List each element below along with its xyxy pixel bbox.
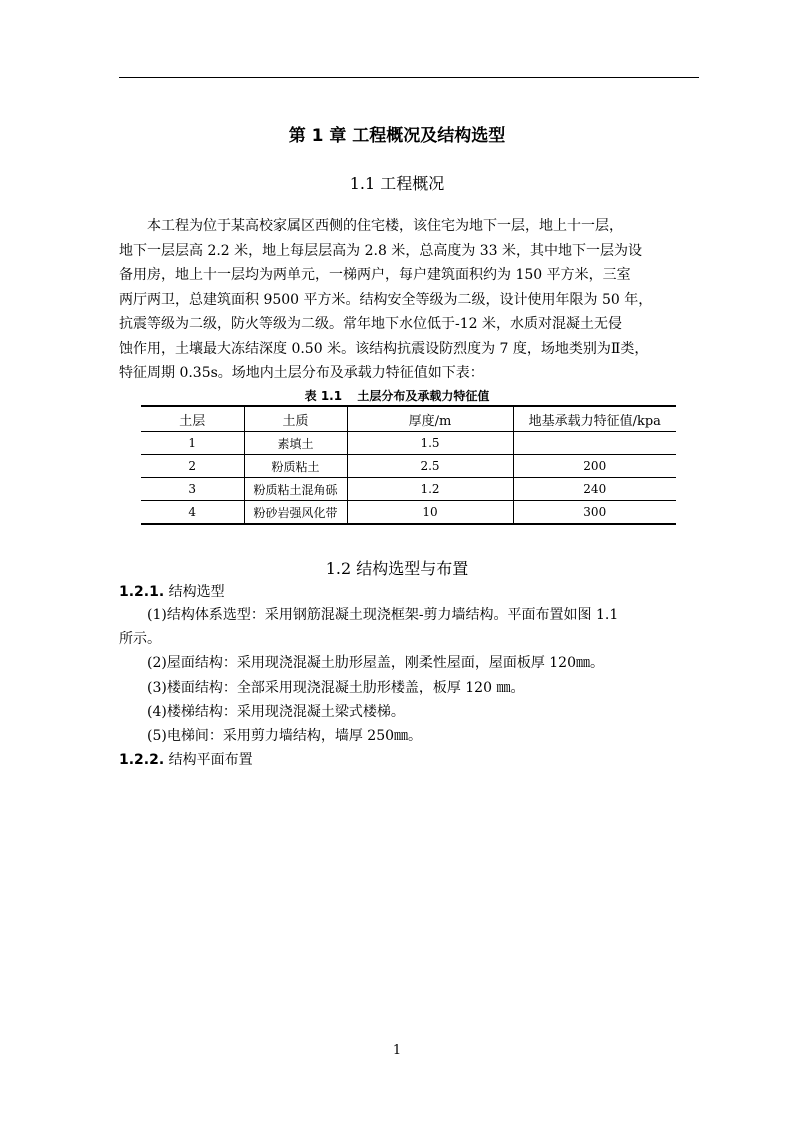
table-row bbox=[141, 501, 676, 525]
intro-line: 蚀作用，土壤最大冻结深度 0.50 米。该结构抗震设防烈度为 7 度，场地类别为Ⅱ类， bbox=[119, 340, 649, 357]
table-cell: 10 bbox=[347, 501, 513, 525]
table-cell: 1.2 bbox=[347, 478, 513, 501]
list-item: (1)结构体系选型：采用钢筋混凝土现浇框架-剪力墙结构。平面布置如图 1.1 bbox=[147, 607, 619, 623]
soil-table bbox=[141, 405, 676, 525]
table-cell: 粉质粘土混角砾 bbox=[244, 478, 347, 501]
subsection-title: 结构选型 bbox=[168, 584, 225, 600]
header-cell: 厚度/m bbox=[347, 406, 513, 432]
table-cell: 3 bbox=[141, 478, 244, 501]
table-cell bbox=[513, 432, 676, 455]
list-item: (4)楼梯结构：采用现浇混凝土梁式楼梯。 bbox=[147, 703, 405, 720]
table-cell: 素填土 bbox=[244, 432, 347, 455]
header-cell: 地基承载力特征值/kpa bbox=[513, 406, 676, 432]
table-cell: 1 bbox=[141, 432, 244, 455]
table-cell: 4 bbox=[141, 501, 244, 525]
intro-line: 抗震等级为二级，防火等级为二级。常年地下水位低于-12 米，水质对混凝土无侵 bbox=[119, 316, 622, 332]
page-number: 1 bbox=[392, 1043, 402, 1058]
header-cell: 土质 bbox=[244, 406, 347, 432]
intro-line: 特征周期 0.35s。场地内土层分布及承载力特征值如下表： bbox=[119, 365, 484, 381]
intro-line: 备用房，地上十一层均为两单元，一梯两户，每户建筑面积约为 150 平方米，三室 bbox=[119, 267, 631, 283]
list-item: (2)屋面结构：采用现浇混凝土肋形屋盖，刚柔性屋面，屋面板厚 120㎜。 bbox=[147, 655, 605, 672]
table-row bbox=[141, 455, 676, 478]
subsection-number: 1.2.1. bbox=[119, 584, 165, 600]
subsection-number: 1.2.2. bbox=[119, 752, 165, 768]
intro-line: 本工程为位于某高校家属区西侧的住宅楼，该住宅为地下一层，地上十一层， bbox=[147, 218, 623, 234]
table-caption bbox=[0, 387, 794, 404]
list-item: (5)电梯间：采用剪力墙结构，墙厚 250㎜。 bbox=[147, 728, 423, 745]
list-item: 所示。 bbox=[119, 631, 161, 648]
table-cell: 200 bbox=[513, 455, 676, 478]
table-cell: 粉质粘土 bbox=[244, 455, 347, 478]
table-cell: 300 bbox=[513, 501, 676, 525]
header-cell: 土层 bbox=[141, 406, 244, 432]
table-caption-text: 土层分布及承载力特征值 bbox=[357, 389, 490, 403]
list-item: (3)楼面结构：全部采用现浇混凝土肋形楼盖，板厚 120 ㎜。 bbox=[147, 679, 525, 696]
table-header-row bbox=[141, 406, 676, 432]
table-cell: 2 bbox=[141, 455, 244, 478]
table-cell: 粉砂岩强风化带 bbox=[244, 501, 347, 525]
structure-items bbox=[119, 603, 699, 748]
section-title-1-1: 1.1 工程概况 bbox=[349, 174, 445, 193]
intro-line: 两厅两卫，总建筑面积 9500 平方米。结构安全等级为二级，设计使用年限为 50 年， bbox=[119, 291, 653, 308]
chapter-title: 第 1 章 工程概况及结构选型 bbox=[288, 126, 506, 146]
table-cell: 1.5 bbox=[347, 432, 513, 455]
table-label: 表 1.1 bbox=[304, 389, 343, 403]
subsection-heading-1-2-2 bbox=[119, 749, 253, 769]
subsection-heading-1-2-1 bbox=[119, 581, 225, 601]
intro-paragraph bbox=[119, 214, 699, 386]
header-rule bbox=[119, 77, 699, 78]
table-row bbox=[141, 432, 676, 455]
subsection-title: 结构平面布置 bbox=[168, 752, 253, 768]
table-row bbox=[141, 478, 676, 501]
table-cell: 2.5 bbox=[347, 455, 513, 478]
section-title-1-2: 1.2 结构选型与布置 bbox=[325, 559, 469, 578]
table-cell: 240 bbox=[513, 478, 676, 501]
intro-line: 地下一层层高 2.2 米，地上每层层高为 2.8 米，总高度为 33 米，其中地下一层为设 bbox=[119, 242, 643, 259]
